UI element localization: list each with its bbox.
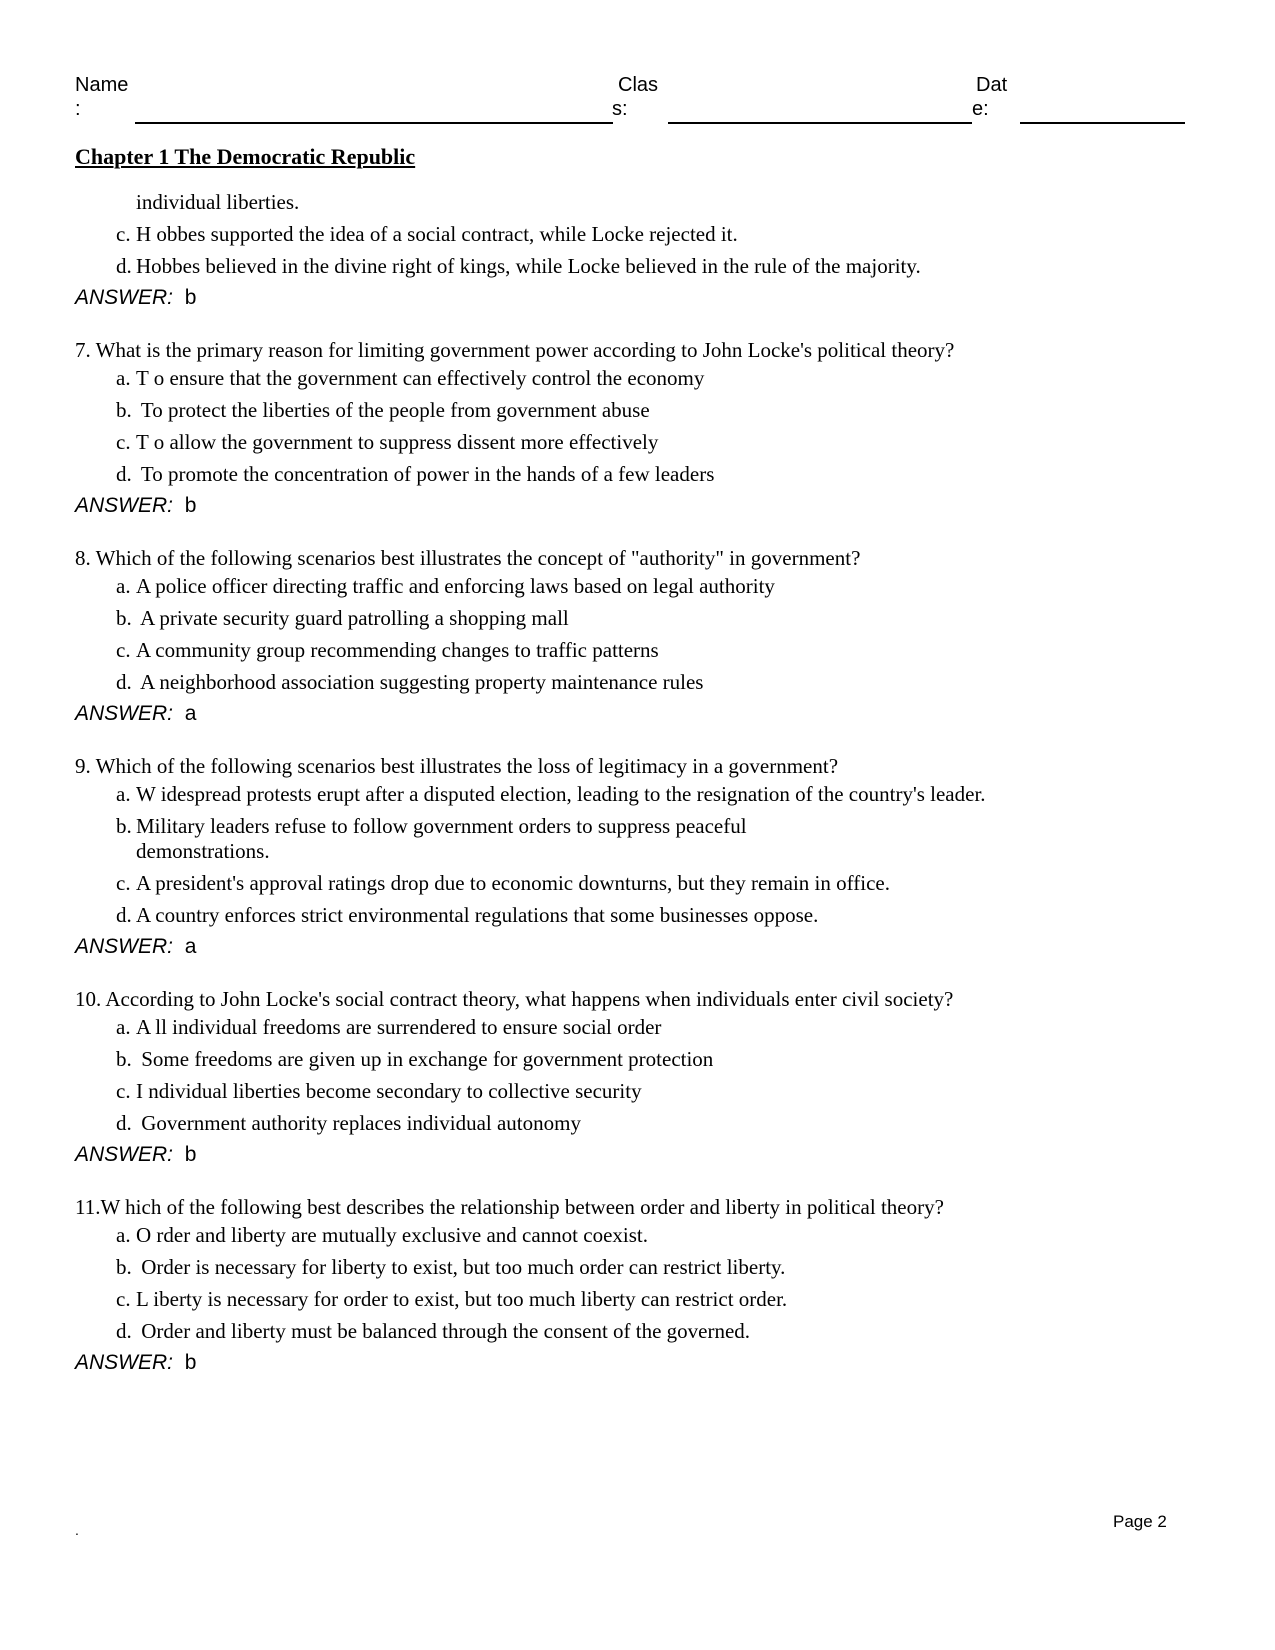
chapter-title: Chapter 1 The Democratic Republic [75, 144, 416, 169]
name-field-line[interactable] [135, 122, 613, 124]
option-c: c. L iberty is necessary for order to exist, but too much liberty can restrict order. [116, 1287, 788, 1311]
question-stem: 9. Which of the following scenarios best illustrates the loss of legitimacy in a government? [75, 754, 839, 778]
option-c: c. I ndividual liberties become secondary to collective security [116, 1079, 642, 1103]
question-10 [75, 987, 1215, 1167]
class-label-suffix: s: [612, 98, 628, 120]
question-stem: 7. What is the primary reason for limiting government power according to John Locke's political theory? [75, 338, 955, 362]
question-8 [75, 546, 1215, 726]
continued-question [75, 190, 1215, 310]
answer-line: ANSWER: a [75, 935, 197, 958]
class-label: Clas [618, 74, 659, 96]
class-field-line[interactable] [668, 122, 972, 124]
answer-line: ANSWER: b [75, 1351, 197, 1374]
option-c: c. T o allow the government to suppress dissent more effectively [116, 430, 659, 454]
answer-line: ANSWER: b [75, 286, 197, 309]
option-b: b. Military leaders refuse to follow government orders to suppress peaceful demonstrations. [116, 814, 747, 863]
question-stem: 10. According to John Locke's social contract theory, what happens when individuals enter civil society? [75, 987, 954, 1011]
answer-line: ANSWER: a [75, 702, 197, 725]
page-number: Page 2 [1113, 1512, 1167, 1531]
option-d: d. A country enforces strict environmental regulations that some businesses oppose. [116, 903, 819, 927]
option-a: a. O rder and liberty are mutually exclusive and cannot coexist. [116, 1223, 648, 1247]
question-9 [75, 754, 1215, 959]
footer-dot: . [75, 1522, 79, 1538]
continued-line: individual liberties. [136, 190, 300, 214]
option-d: d. A neighborhood association suggesting property maintenance rules [116, 670, 704, 694]
option-a: a. A police officer directing traffic and enforcing laws based on legal authority [116, 574, 775, 598]
option-d: d. Hobbes believed in the divine right of kings, while Locke believed in the rule of the majority. [116, 254, 921, 278]
question-list [75, 190, 1215, 1375]
option-a: a. T o ensure that the government can effectively control the economy [116, 366, 705, 390]
option-b: b. Order is necessary for liberty to exist, but too much order can restrict liberty. [116, 1255, 786, 1279]
option-c: c. H obbes supported the idea of a social contract, while Locke rejected it. [116, 222, 738, 246]
date-label-suffix: e: [972, 98, 989, 120]
option-a: a. A ll individual freedoms are surrendered to ensure social order [116, 1015, 662, 1039]
date-label: Dat [976, 74, 1008, 96]
question-11 [75, 1195, 1215, 1375]
question-7 [75, 338, 1215, 518]
option-b: b. To protect the liberties of the people from government abuse [116, 398, 650, 422]
question-stem: 8. Which of the following scenarios best illustrates the concept of "authority" in government? [75, 546, 861, 570]
option-c: c. A president's approval ratings drop due to economic downturns, but they remain in office. [116, 871, 890, 895]
answer-line: ANSWER: b [75, 1143, 197, 1166]
option-d: d. To promote the concentration of power in the hands of a few leaders [116, 462, 715, 486]
option-b: b. Some freedoms are given up in exchange for government protection [116, 1047, 714, 1071]
option-d: d. Order and liberty must be balanced through the consent of the governed. [116, 1319, 751, 1343]
option-d: d. Government authority replaces individual autonomy [116, 1111, 581, 1135]
option-a: a. W idespread protests erupt after a disputed election, leading to the resignation of the country's leader. [116, 782, 986, 806]
option-b: b. A private security guard patrolling a shopping mall [116, 606, 569, 630]
option-c: c. A community group recommending changes to traffic patterns [116, 638, 659, 662]
date-field-line[interactable] [1020, 122, 1185, 124]
answer-line: ANSWER: b [75, 494, 197, 517]
name-label-colon: : [75, 98, 81, 120]
question-stem: 11.W hich of the following best describes the relationship between order and liberty in political theory? [75, 1195, 944, 1219]
name-label: Name [75, 74, 129, 96]
